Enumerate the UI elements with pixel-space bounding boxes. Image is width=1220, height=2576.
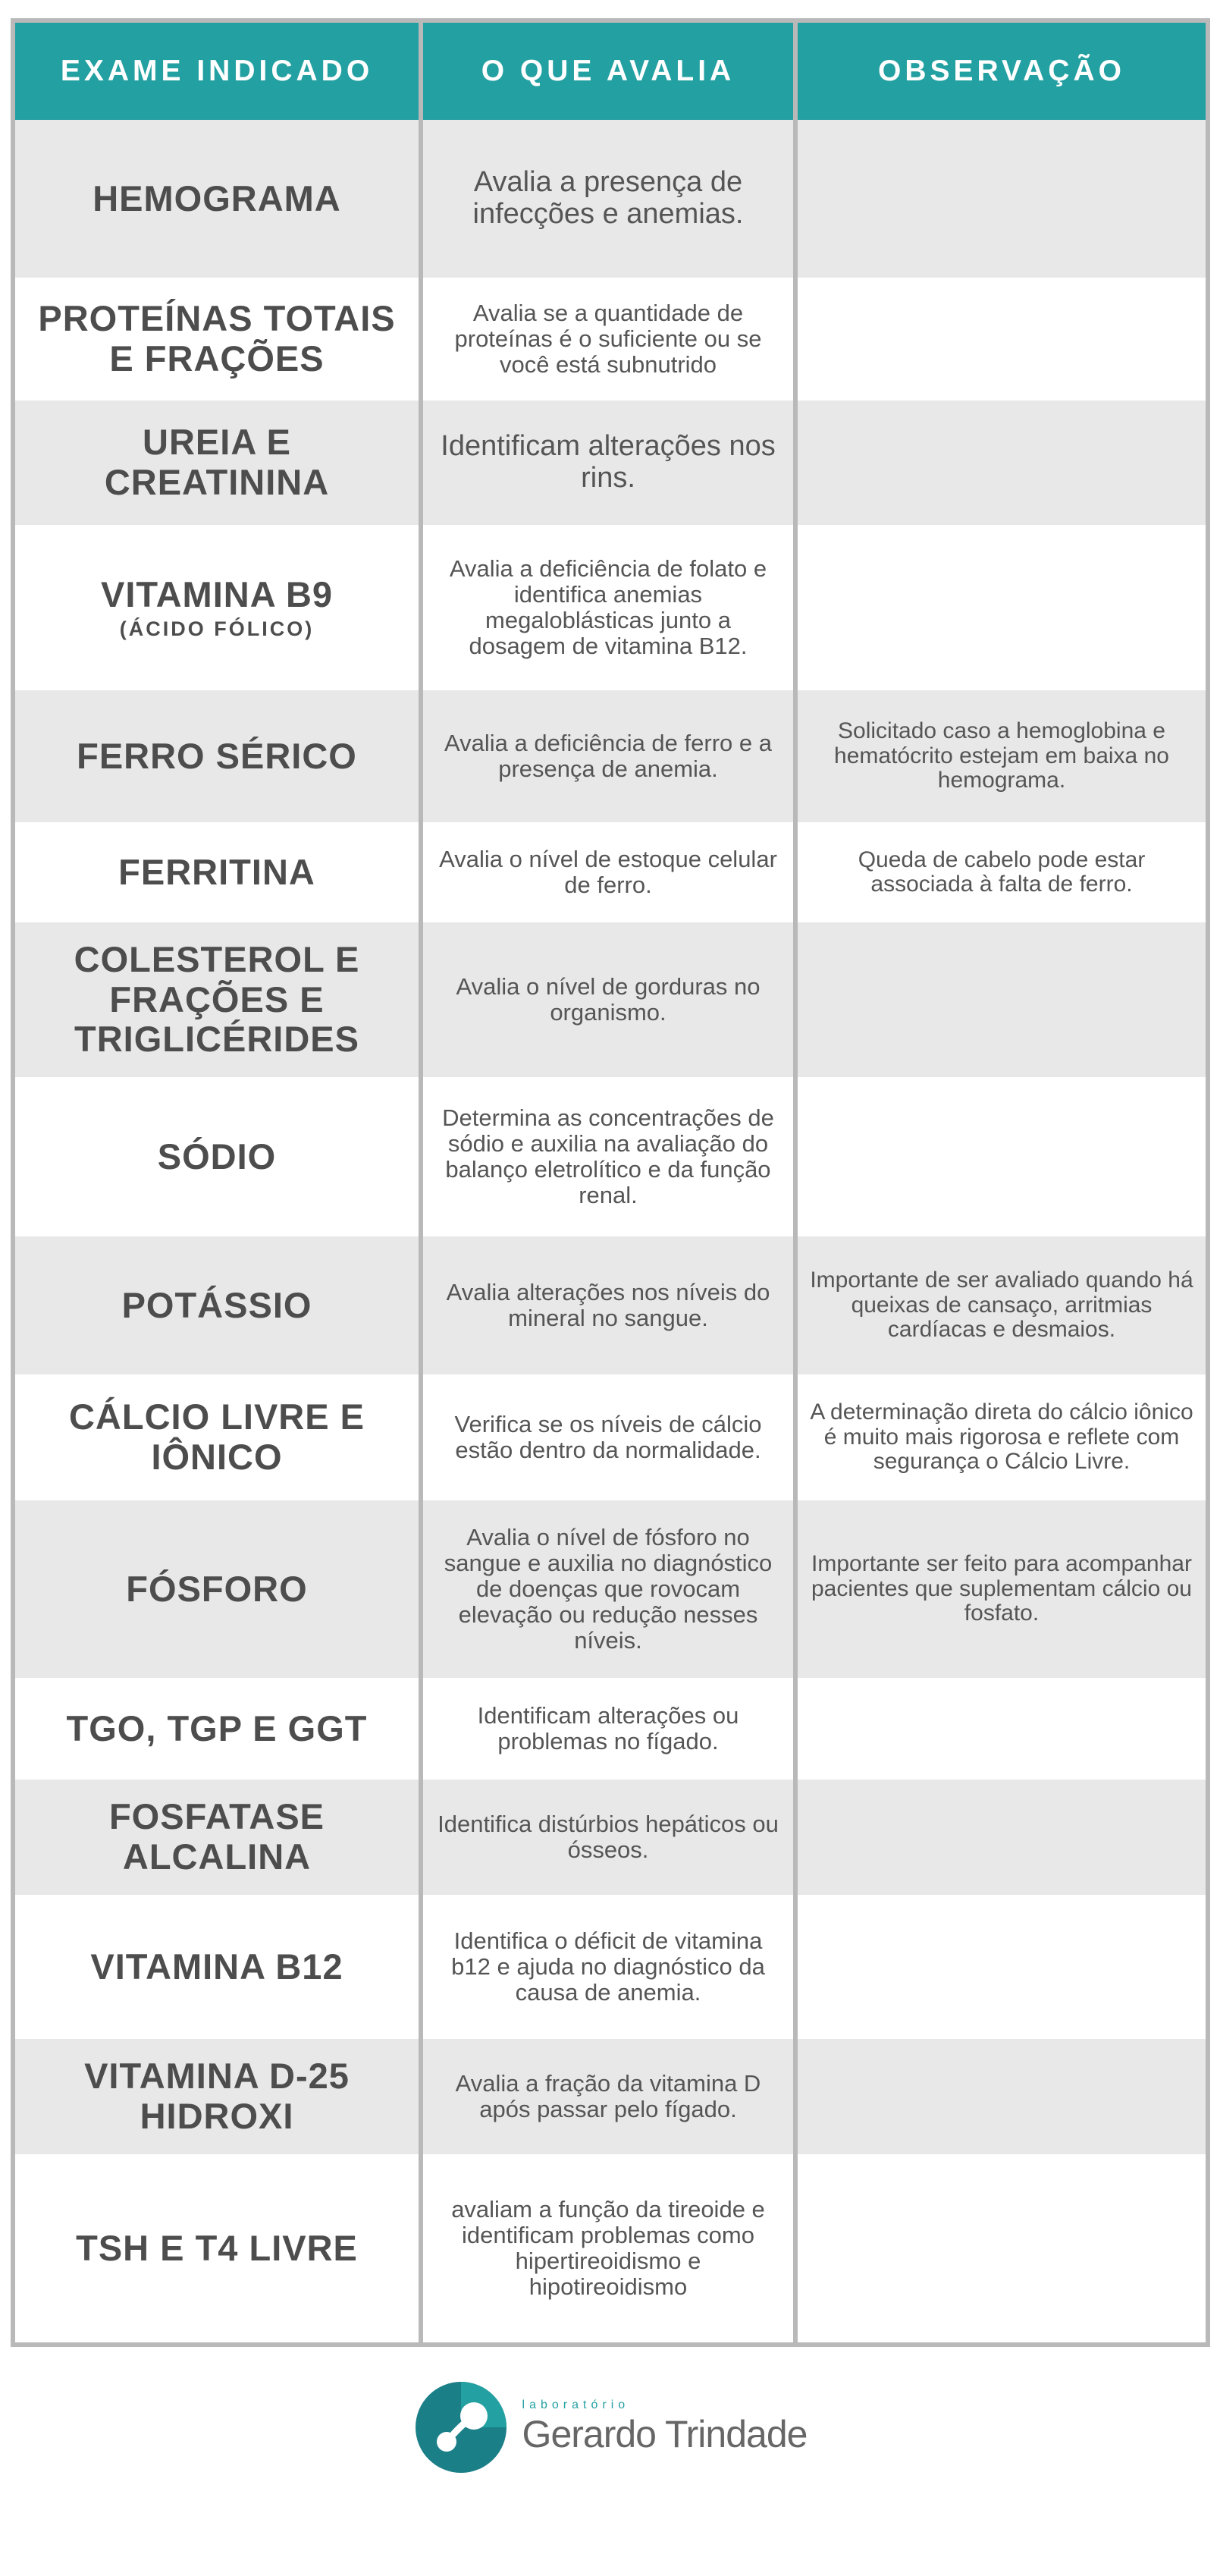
- observation-cell: [798, 1780, 1206, 1895]
- exams-table: [11, 18, 1210, 2347]
- observation-cell: [798, 922, 1206, 1077]
- exam-name-cell: [15, 690, 419, 822]
- observation-cell: [798, 2039, 1206, 2154]
- evaluation-cell: Avalia a deficiência de ferro e a presença de anemia.: [423, 690, 793, 822]
- lab-logo-icon: [413, 2380, 509, 2475]
- logo-name: Gerardo Trindade: [522, 2413, 808, 2455]
- observation-cell: [798, 401, 1206, 525]
- observation-cell: [798, 1895, 1206, 2039]
- exam-name: SÓDIO: [157, 1136, 277, 1176]
- evaluation-cell: Avalia a deficiência de folato e identifica anemias megaloblásticas junto a dosagem de vitamina B12.: [423, 525, 793, 690]
- exam-name: VITAMINA B9: [100, 573, 334, 614]
- exam-name-cell: [15, 1236, 419, 1374]
- evaluation-cell: Determina as concentrações de sódio e auxilia na avaliação do balanço eletrolítico e da função renal.: [423, 1077, 793, 1236]
- evaluation-cell: Avalia o nível de estoque celular de ferro.: [423, 822, 793, 922]
- exam-name: FERRITINA: [118, 851, 315, 892]
- header-observation: OBSERVAÇÃO: [798, 23, 1206, 120]
- exam-name-cell: [15, 1374, 419, 1500]
- lab-logo: [413, 2380, 808, 2475]
- evaluation-cell: Avalia a presença de infecções e anemias.: [423, 120, 793, 278]
- exam-name-cell: [15, 1500, 419, 1678]
- exam-name-cell: [15, 2039, 419, 2154]
- header-evaluates: O QUE AVALIA: [423, 23, 793, 120]
- exam-subtitle: (ÁCIDO FÓLICO): [119, 617, 315, 641]
- exam-name: VITAMINA D-25 HIDROXI: [84, 2056, 350, 2136]
- observation-cell: [798, 1678, 1206, 1780]
- observation-cell: A determinação direta do cálcio iônico é muito mais rigorosa e reflete com segurança o Cálcio Livre.: [798, 1374, 1206, 1500]
- evaluation-cell: Identifica o déficit de vitamina b12 e ajuda no diagnóstico da causa de anemia.: [423, 1895, 793, 2039]
- exam-name-cell: [15, 922, 419, 1077]
- exam-name: UREIA E CREATININA: [104, 422, 330, 502]
- exam-name: POTÁSSIO: [121, 1284, 312, 1325]
- exam-name-cell: [15, 1077, 419, 1236]
- observation-cell: [798, 120, 1206, 278]
- evaluation-cell: Verifica se os níveis de cálcio estão dentro da normalidade.: [423, 1374, 793, 1500]
- exam-name-cell: [15, 2154, 419, 2342]
- evaluation-cell: Identifica distúrbios hepáticos ou ósseos.: [423, 1780, 793, 1895]
- exam-name: VITAMINA B12: [90, 1946, 343, 1987]
- exam-name: FERRO SÉRICO: [77, 735, 357, 776]
- observation-cell: Importante ser feito para acompanhar pacientes que suplementam cálcio ou fosfato.: [798, 1500, 1206, 1678]
- observation-cell: Queda de cabelo pode estar associada à falta de ferro.: [798, 822, 1206, 922]
- exam-name-cell: [15, 120, 419, 278]
- exam-name-cell: [15, 1895, 419, 2039]
- exam-name: CÁLCIO LIVRE E IÔNICO: [68, 1396, 365, 1477]
- evaluation-cell: Avalia alterações nos níveis do mineral no sangue.: [423, 1236, 793, 1374]
- evaluation-cell: Avalia a fração da vitamina D após passar pelo fígado.: [423, 2039, 793, 2154]
- observation-cell: [798, 525, 1206, 690]
- observation-cell: [798, 278, 1206, 401]
- exam-name: HEMOGRAMA: [93, 177, 341, 218]
- exam-name: TGO, TGP E GGT: [66, 1707, 368, 1748]
- exam-name: COLESTEROL E FRAÇÕES E TRIGLICÉRIDES: [74, 939, 360, 1060]
- observation-cell: [798, 1077, 1206, 1236]
- observation-cell: [798, 2154, 1206, 2342]
- exam-name-cell: [15, 525, 419, 690]
- exam-name-cell: [15, 822, 419, 922]
- observation-cell: Solicitado caso a hemoglobina e hematócrito estejam em baixa no hemograma.: [798, 690, 1206, 822]
- observation-cell: Importante de ser avaliado quando há queixas de cansaço, arritmias cardíacas e desmaios.: [798, 1236, 1206, 1374]
- evaluation-cell: Identificam alterações nos rins.: [423, 401, 793, 525]
- exam-name-cell: [15, 278, 419, 401]
- exam-name: PROTEÍNAS TOTAIS E FRAÇÕES: [38, 298, 396, 379]
- evaluation-cell: Identificam alterações ou problemas no fígado.: [423, 1678, 793, 1780]
- evaluation-cell: Avalia se a quantidade de proteínas é o suficiente ou se você está subnutrido: [423, 278, 793, 401]
- exam-name-cell: [15, 401, 419, 525]
- logo-subtitle: laboratório: [522, 2399, 630, 2411]
- exam-name-cell: [15, 1780, 419, 1895]
- footer: [0, 2351, 1220, 2503]
- exam-name: TSH E T4 LIVRE: [76, 2227, 358, 2268]
- evaluation-cell: Avalia o nível de fósforo no sangue e auxilia no diagnóstico de doenças que rovocam elevação ou redução nesses níveis.: [423, 1500, 793, 1678]
- evaluation-cell: avaliam a função da tireoide e identificam problemas como hipertireoidismo e hipotireoidismo: [423, 2154, 793, 2342]
- exam-name: FÓSFORO: [126, 1568, 308, 1609]
- exam-name: FOSFATASE ALCALINA: [108, 1796, 325, 1877]
- evaluation-cell: Avalia o nível de gorduras no organismo.: [423, 922, 793, 1077]
- exam-name-cell: [15, 1678, 419, 1780]
- exams-grid: [15, 23, 1206, 2342]
- header-exam: EXAME INDICADO: [15, 23, 419, 120]
